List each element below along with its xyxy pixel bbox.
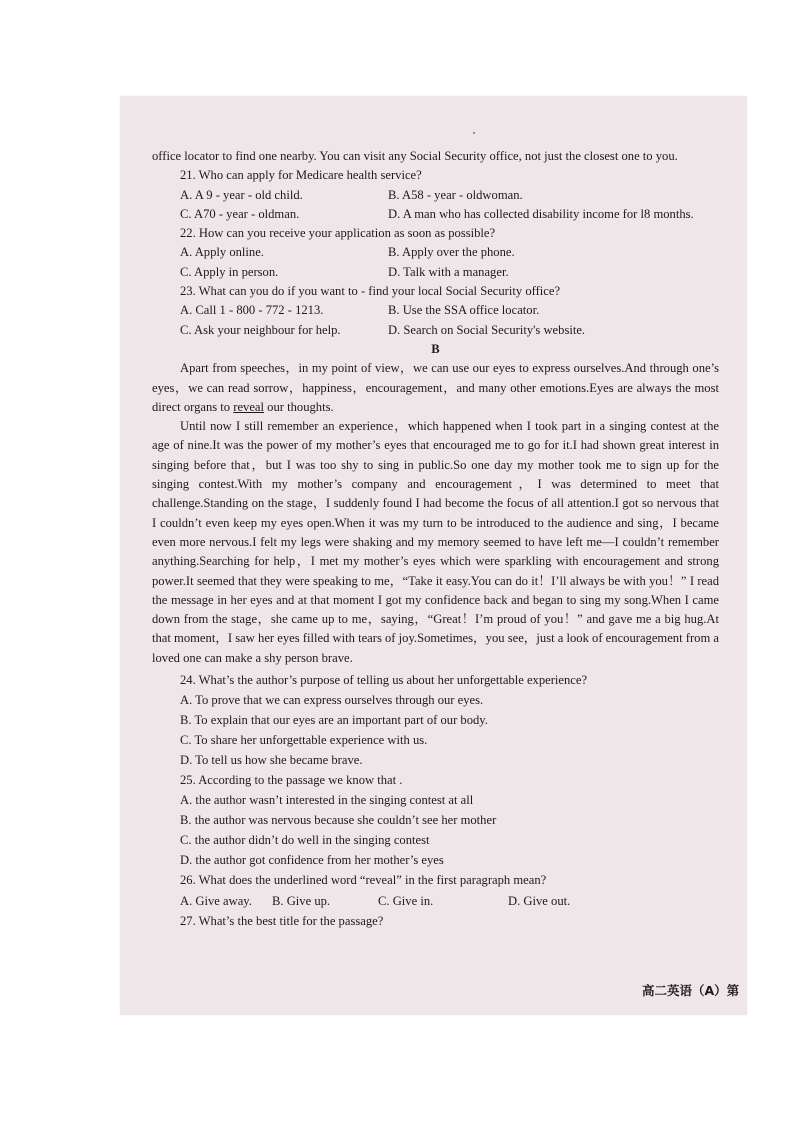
underlined-word-reveal: reveal	[233, 399, 265, 414]
page-content	[152, 147, 719, 931]
question-27-stem: 27. What’s the best title for the passage?	[180, 913, 384, 928]
option-22-a: A. Apply online.	[180, 245, 264, 260]
option-26-c: C. Give in.	[378, 893, 434, 908]
option-24-c: C. To share her unforgettable experience with us.	[180, 732, 428, 747]
speck	[473, 132, 475, 134]
option-25-d: D. the author got confidence from her mother’s eyes	[180, 853, 444, 868]
option-22-c: C. Apply in person.	[180, 264, 279, 279]
option-23-a: A. Call 1 - 800 - 772 - 1213.	[180, 303, 324, 318]
option-26-a: A. Give away.	[180, 893, 252, 908]
question-22-stem: 22. How can you receive your application as soon as possible?	[180, 226, 496, 241]
option-21-c: C. A70 - year - oldman.	[180, 206, 300, 221]
scanned-page	[120, 96, 747, 1015]
option-26-b: B. Give up.	[272, 893, 331, 908]
carry-over-text: office locator to find one nearby. You can visit any Social Security office, not just the closest one to you.	[152, 149, 678, 163]
question-24-stem: 24. What’s the author’s purpose of telling us about her unforgettable experience?	[180, 672, 588, 687]
option-21-d: D. A man who has collected disability income for l8 months.	[388, 206, 694, 221]
question-21-stem: 21. Who can apply for Medicare health service?	[180, 168, 422, 183]
question-26-options	[152, 891, 719, 911]
option-21-b: B. A58 - year - oldwoman.	[388, 187, 523, 202]
passage-p1-end: our thoughts.	[264, 399, 334, 414]
option-23-c: C. Ask your neighbour for help.	[180, 322, 341, 337]
option-25-b: B. the author was nervous because she couldn’t see her mother	[180, 813, 497, 828]
option-25-c: C. the author didn’t do well in the singing contest	[180, 833, 430, 848]
option-23-b: B. Use the SSA office locator.	[388, 303, 540, 318]
question-23-stem: 23. What can you do if you want to - find your local Social Security office?	[180, 284, 561, 299]
page-footer: 高二英语（A）第	[642, 983, 740, 998]
option-24-d: D. To tell us how she became brave.	[180, 752, 363, 767]
questions-b	[152, 670, 719, 931]
question-23-options-row-1	[152, 301, 719, 320]
section-b-heading: B	[431, 341, 440, 356]
option-21-a: A. A 9 - year - old child.	[180, 187, 303, 202]
question-23-options-row-2	[152, 321, 719, 340]
passage-paragraph-1	[152, 359, 719, 417]
option-25-a: A. the author wasn’t interested in the singing contest at all	[180, 793, 474, 808]
option-26-d: D. Give out.	[508, 893, 571, 908]
passage-p1-text: Apart from speeches，in my point of view，we can use our eyes to express ourselves.And through one’s eyes，we can read sorrow，happiness，encouragement，and many other emotions.Eyes are always the most direct organs to	[152, 361, 719, 414]
option-22-b: B. Apply over the phone.	[388, 245, 515, 260]
passage-paragraph-2: Until now I still remember an experience，which happened when I took part in a singing contest at the age of nine.It was the power of my mother’s eyes that encouraged me to go for it.I had shown great interest in singing before that，but I was too shy to sing in public.So one day my mother took me to sign up for the singing contest.With my mother’s company and encouragement，I was determined to meet that challenge.Standing on the stage，I suddenly found I had become the focus of all attention.I got so nervous that I couldn’t even keep my eyes open.When it was my turn to be introduced to the audience and sing，I became even more nervous.I felt my legs were shaking and my memory seemed to have left me—I couldn’t remember anything.Searching for help，I met my mother’s eyes which were sparkling with encouragement and strong power.It seemed that they were speaking to me，“Take it easy.You can do it！I’ll always be with you！” I read the message in her eyes and at that moment I got my confidence back and began to sing my song.When I came down from the stage，she came up to me，saying，“Great！I’m proud of you！” and gave me a big hug.At that moment，I saw her eyes filled with tears of joy.Sometimes，you see，just a look of encouragement from a loved one can make a shy person brave.	[152, 419, 719, 665]
option-22-d: D. Talk with a manager.	[388, 264, 509, 279]
question-22-options-row-1	[152, 243, 719, 262]
option-24-a: A. To prove that we can express ourselves through our eyes.	[180, 692, 484, 707]
option-24-b: B. To explain that our eyes are an important part of our body.	[180, 712, 488, 727]
question-26-stem: 26. What does the underlined word “reveal” in the first paragraph mean?	[180, 873, 547, 888]
question-22-options-row-2	[152, 263, 719, 282]
option-23-d: D. Search on Social Security's website.	[388, 322, 586, 337]
question-25-stem: 25. According to the passage we know that .	[180, 772, 403, 787]
question-21-options-row-1	[152, 186, 719, 205]
question-21-options-row-2	[152, 205, 719, 224]
